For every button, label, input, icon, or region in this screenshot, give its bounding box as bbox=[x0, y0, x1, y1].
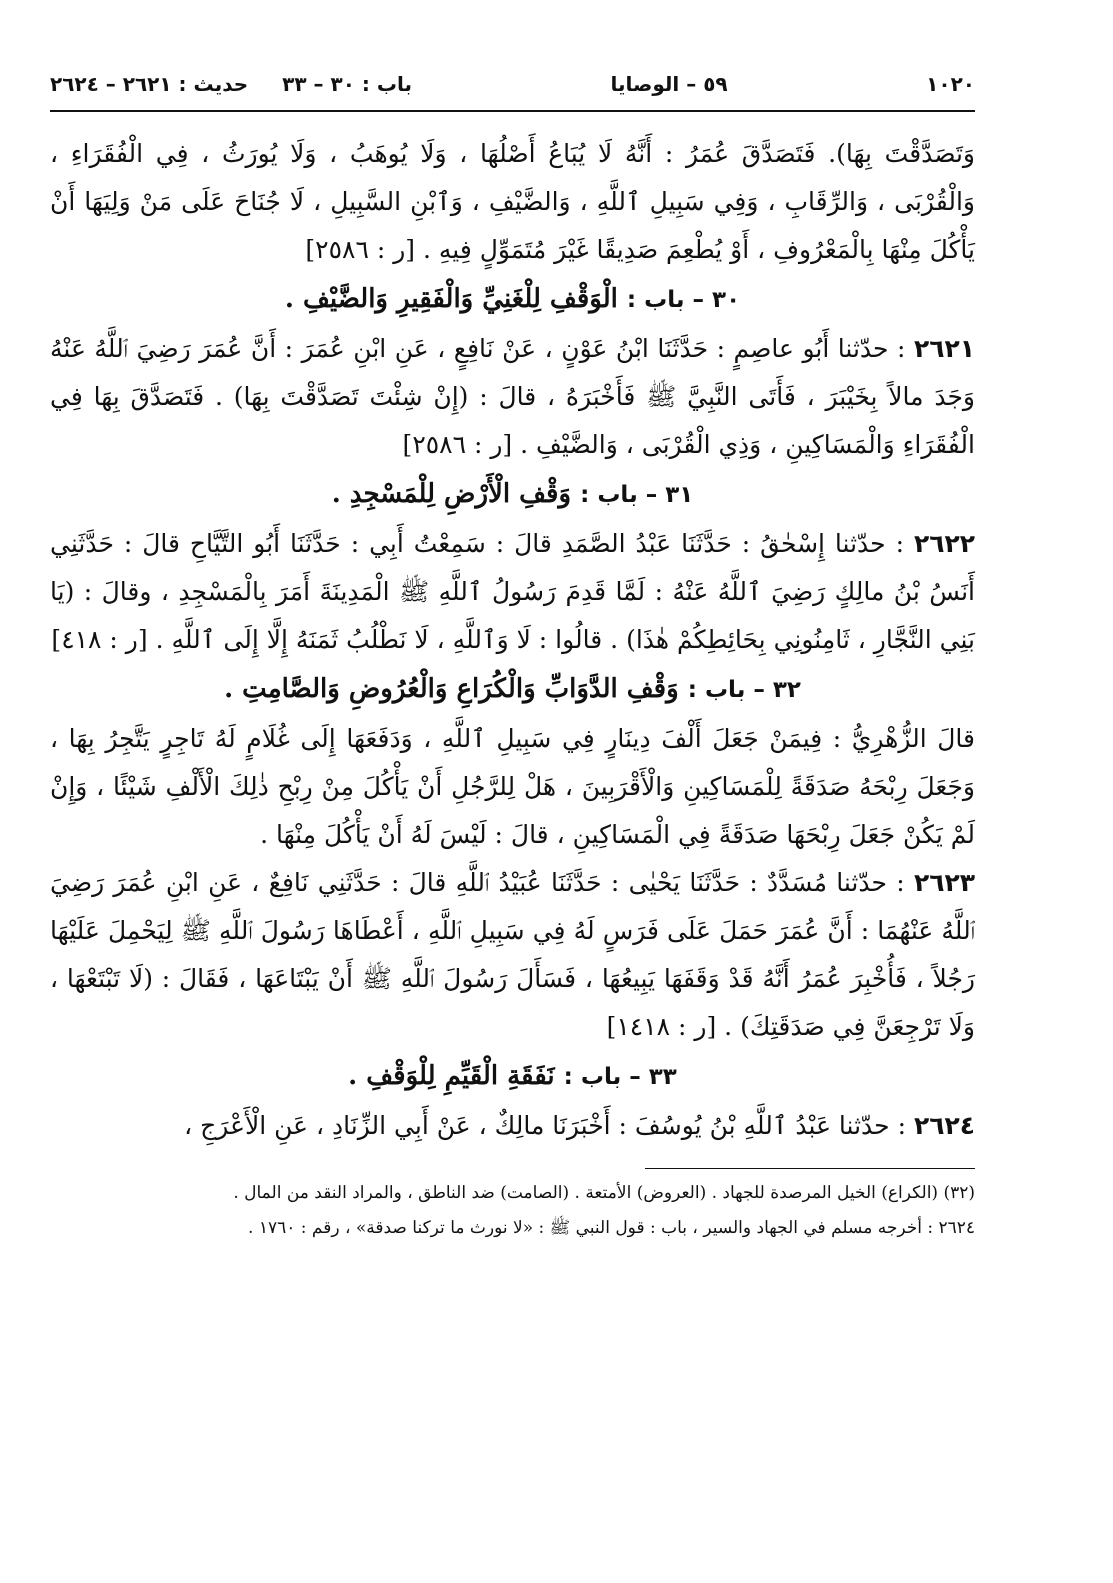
hadith-2624 bbox=[50, 1102, 975, 1150]
running-header bbox=[50, 60, 975, 112]
footnote-divider bbox=[645, 1168, 975, 1169]
cross-reference: [ر : ٢٥٨٦] bbox=[402, 430, 513, 459]
chapter-number: ٣٠ – باب : bbox=[626, 287, 741, 313]
chapter-title: وَقْفِ الدَّوَابِّ وَالْكُرَاعِ وَالْعُرُوضِ وَالصَّامِتِ . bbox=[224, 674, 679, 704]
footnote-2624: ٢٦٢٤ : أخرجه مسلم في الجهاد والسير ، باب : قول النبي ﷺ : «لا نورث ما تركنا صدقة» ، رقم : ١٧٦٠ . bbox=[248, 1218, 975, 1238]
cross-reference: [ر : ١٤١٨] bbox=[606, 1012, 717, 1041]
hadith-range: حديث : ٢٦٢١ – ٢٦٢٤ bbox=[50, 72, 249, 96]
hadith-number: ٢٦٢٢ bbox=[913, 529, 975, 558]
chapter-title: الْوَقْفِ لِلْغَنِيِّ وَالْفَقِيرِ وَالضَّيْفِ . bbox=[284, 284, 618, 314]
hadith-text: : حدّثنا عَبْدُ ٱللَّهِ بْنُ يُوسُفَ : أَخْبَرَنَا مالِكٌ ، عَنْ أَبِي الزِّنَادِ ، عَنِ الْأَعْرَجِ ، bbox=[184, 1111, 906, 1140]
chapter-heading-31 bbox=[50, 469, 975, 520]
hadith-number: ٢٦٢٣ bbox=[913, 868, 975, 897]
chapter-range: باب : ٣٠ – ٣٣ bbox=[282, 72, 412, 96]
chapter-heading-30 bbox=[50, 274, 975, 325]
chapter-heading-33 bbox=[50, 1051, 975, 1102]
paragraph-text: وَتَصَدَّقْتَ بِهَا). فَتَصَدَّقَ عُمَرُ : أَنَّهُ لَا يُبَاعُ أَصْلُهَا ، وَلَا يُوهَبُ ، وَلَا يُورَثُ ، فِي الْفُقَرَاءِ ، وَالْقُرْبَى ، وَالرِّقَابِ ، وَفِي سَبِيلِ ٱللَّهِ ، وَالضَّيْفِ ، وَٱبْنِ السَّبِيلِ ، لَا جُنَاحَ عَلَى مَنْ وَلِيَهَا أَنْ يَأْكُلَ مِنْهَا بِالْمَعْرُوفِ ، أَوْ يُطْعِمَ صَدِيقًا غَيْرَ مُتَمَوِّلٍ فِيهِ . bbox=[50, 139, 975, 264]
page bbox=[50, 60, 975, 1249]
header-ranges bbox=[50, 72, 412, 96]
hadith-2621 bbox=[50, 325, 975, 469]
hadith-text: : حدّثنا إِسْحٰقُ : حَدَّثَنَا عَبْدُ الصَّمَدِ قالَ : سَمِعْتُ أَبِي : حَدَّثَنَا أَبُو التَّيَّاحِ قالَ : حَدَّثَنِي أَنَسُ بْنُ مالِكٍ رَضِيَ ٱللَّهُ عَنْهُ : لَمَّا قَدِمَ رَسُولُ ٱللَّهِ ﷺ الْمَدِينَةَ أَمَرَ بِالْمَسْجِدِ ، وقالَ : (يَا بَنِي النَّجَّارِ ، ثَامِنُونِي بِحَائِطِكُمْ هٰذَا) . قالُوا : لَا وَٱللَّهِ ، لَا نَطْلُبُ ثَمَنَهُ إِلَّا إِلَى ٱللَّهِ . bbox=[50, 529, 975, 654]
hadith-number: ٢٦٢٤ bbox=[913, 1111, 975, 1140]
zuhri-statement bbox=[50, 715, 975, 859]
footnote-32: (٣٢) (الكراع) الخيل المرصدة للجهاد . (العروض) الأمتعة . (الصامت) ضد الناطق ، والمراد النقد من المال . bbox=[233, 1183, 975, 1203]
hadith-text: : حدّثنا مُسَدَّدٌ : حَدَّثَنَا يَحْيٰى : حَدَّثَنَا عُبَيْدُ ٱللَّهِ قالَ : حَدَّثَنِي نَافِعٌ ، عَنِ ابْنِ عُمَرَ رَضِيَ ٱللَّهُ عَنْهُمَا : أَنَّ عُمَرَ حَمَلَ عَلَى فَرَسٍ لَهُ فِي سَبِيلِ ٱللَّهِ ، أَعْطَاهَا رَسُولَ ٱللَّهِ ﷺ لِيَحْمِلَ عَلَيْهَا رَجُلاً ، فَأُخْبِرَ عُمَرُ أَنَّهُ قَدْ وَقَفَهَا يَبِيعُهَا ، فَسَأَلَ رَسُولَ ٱللَّهِ ﷺ أَنْ يَبْتَاعَهَا ، فَقَالَ : (لَا تَبْتَعْهَا ، وَلَا تَرْجِعَنَّ فِي صَدَقَتِكَ) . bbox=[50, 868, 975, 1041]
main-text bbox=[50, 130, 975, 1150]
cross-reference: [ر : ٤١٨] bbox=[51, 625, 148, 654]
page-number: ١٠٢٠ bbox=[926, 72, 975, 96]
chapter-number: ٣٣ – باب : bbox=[563, 1064, 677, 1090]
footnotes bbox=[50, 1179, 975, 1243]
chapter-title: وَقْفِ الْأَرْضِ لِلْمَسْجِدِ . bbox=[331, 479, 572, 509]
chapter-heading-32 bbox=[50, 664, 975, 715]
book-title: ٥٩ – الوصايا bbox=[610, 72, 728, 96]
cross-reference: [ر : ٢٥٨٦] bbox=[305, 235, 416, 264]
chapter-number: ٣٢ – باب : bbox=[687, 677, 801, 703]
hadith-2623 bbox=[50, 859, 975, 1051]
chapter-number: ٣١ – باب : bbox=[580, 482, 694, 508]
hadith-number: ٢٦٢١ bbox=[913, 334, 976, 363]
chapter-title: نَفَقَةِ الْقَيِّمِ لِلْوَقْفِ . bbox=[348, 1061, 555, 1091]
hadith-2622 bbox=[50, 520, 975, 664]
paragraph-continuation bbox=[50, 130, 975, 274]
hadith-text: : حدّثنا أَبُو عاصِمٍ : حَدَّثَنَا ابْنُ عَوْنٍ ، عَنْ نَافِعٍ ، عَنِ ابْنِ عُمَرَ : أَنَّ عُمَرَ رَضِيَ ٱللَّهُ عَنْهُ وَجَدَ مالاً بِخَيْبَرَ ، فَأَتَى النَّبِيَّ ﷺ فَأَخْبَرَهُ ، قالَ : (إِنْ شِئْتَ تَصَدَّقْتَ بِهَا) . فَتَصَدَّقَ بِهَا فِي الْفُقَرَاءِ وَالْمَسَاكِينِ ، وَذِي الْقُرْبَى ، وَالضَّيْفِ . bbox=[50, 334, 975, 459]
paragraph-text: قالَ الزُّهْرِيُّ : فِيمَنْ جَعَلَ أَلْفَ دِينَارٍ فِي سَبِيلِ ٱللَّهِ ، وَدَفَعَهَا إِلَى غُلَامٍ لَهُ تَاجِرٍ يَتَّجِرُ بِهَا ، وَجَعَلَ رِبْحَهُ صَدَقَةً لِلْمَسَاكِينِ وَالْأَقْرَبِينَ ، هَلْ لِلرَّجُلِ أَنْ يَأْكُلَ مِنْ رِبْحِ ذٰلِكَ الْأَلْفِ شَيْئًا ، وَإِنْ لَمْ يَكُنْ جَعَلَ رِبْحَهَا صَدَقَةً فِي الْمَسَاكِينِ ، قالَ : لَيْسَ لَهُ أَنْ يَأْكُلَ مِنْهَا . bbox=[50, 724, 975, 849]
